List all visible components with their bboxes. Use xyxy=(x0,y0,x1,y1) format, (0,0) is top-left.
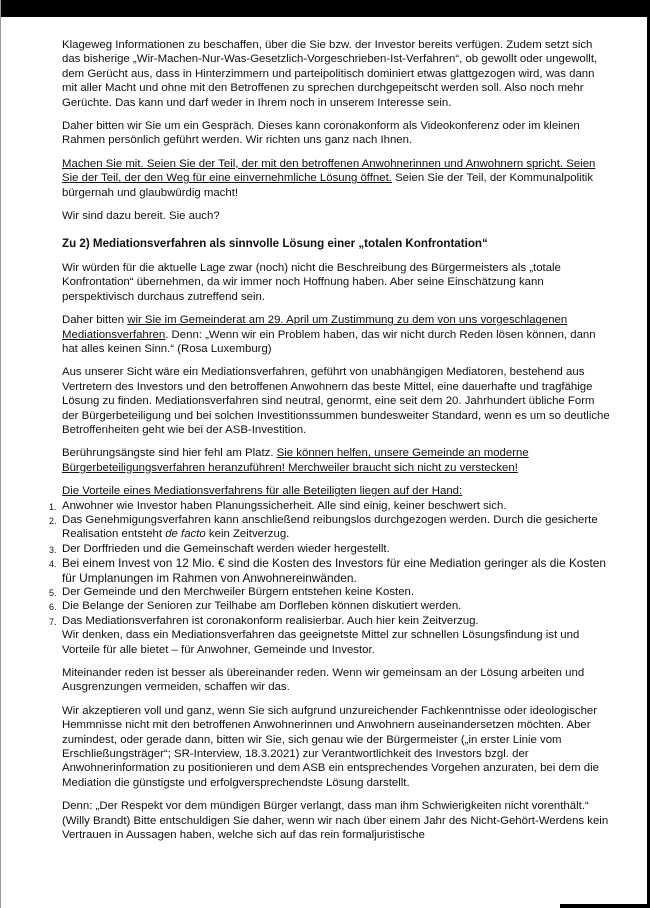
request-underlined: wir Sie im Gemeinderat am 29. April um Zustimmung zu dem von uns vorgeschlagenen Mediationsverfahren xyxy=(62,314,568,341)
advantages-block xyxy=(62,484,610,657)
request-intro: Daher bitten xyxy=(62,314,128,327)
paragraph-12: Denn: „Der Respekt vor dem mündigen Bürger verlangt, dass man ihm Schwierigkeiten nicht vorenthält.“ (Willy Brandt) Bitte entschuldigen Sie daher, wenn wir nach über einem Jahr des Nicht-Gehört-Werdens kein Vertrauen in Aussagen haben, welche sich auf das rein formaljuristische xyxy=(62,800,609,842)
list-item xyxy=(62,513,610,542)
underlined-appeal: Machen Sie mit. Seien Sie der Teil, der mit den betroffenen Anwohnerinnen und Anwohnern spricht. Seien Sie der Teil, der den Weg für eine einvernehmliche Lösung öffnet. xyxy=(62,157,596,185)
paragraph-4: Wir sind dazu bereit. Sie auch? xyxy=(62,210,220,223)
paragraph-3 xyxy=(62,157,610,200)
paragraph-9: Wir denken, dass ein Mediationsverfahren das geeignetste Mittel zur schnellen Lösungsfindung ist und Vorteile für alle bietet – für Anwohner, Gemeinde und Investor. xyxy=(62,629,580,656)
list-item: Das Mediationsverfahren ist coronakonform realisierbar. Auch hier kein Zeitverzug. xyxy=(62,614,479,627)
paragraph-7: Aus unserer Sicht wäre ein Mediationsverfahren, geführt von unabhängigen Mediatoren, bestehend aus Vertretern des Investors und den betroffenen Anwohnern das beste Mittel, eine dauerhafte und tragfähige Lösung zu finden. Mediationsverfahren sind neutral, genormt, eine seit dem 20. Jahrhundert übliche Form der Bürgerbeteiligung und bei solchen Investitionssummen bundesweiter Standard, wenn es um so deutliche Betroffenheiten geht wie bei der ASB-Investition. xyxy=(62,366,610,436)
page-left-border xyxy=(0,0,1,908)
appeal-rest: Seien Sie der Teil, der Kommunalpolitik bürgernah und glaubwürdig macht! xyxy=(62,172,594,199)
fear-sentence: Berührungsängste sind hier fehl am Platz. xyxy=(62,447,277,460)
advantages-list xyxy=(62,499,610,629)
paragraph-8 xyxy=(62,446,610,475)
luxemburg-quote: . Denn: „Wenn wir ein Problem haben, das wir nicht durch Reden lösen können, dann hat alles keinen Sinn.“ (Rosa Luxemburg) xyxy=(62,328,596,355)
list-item: Der Gemeinde und den Merchweiler Bürgern entstehen keine Kosten. xyxy=(62,586,415,598)
list-item: Der Dorffrieden und die Gemeinschaft werden wieder hergestellt. xyxy=(62,542,390,555)
list-item: Anwohner wie Investor haben Planungssicherheit. Alle sind einig, keiner beschwert sich. xyxy=(62,499,507,512)
list-item: Die Belange der Senioren zur Teilhabe am Dorfleben können diskutiert werden. xyxy=(62,600,462,613)
paragraph-1: Klageweg Informationen zu beschaffen, über die Sie bzw. der Investor bereits verfügen. Zudem setzt sich das bisherige „Wir-Machen-Nur-Was-Gesetzlich-Vorgeschrieben-Ist-Verfahren“, ob gewollt oder ungewollt, dem Gerücht aus, dass in Hinterzimmern und parteipolitisch dominiert etwas glattgezogen wird, was dann mit aller Macht und ohne mit den Betroffenen zu sprechen durchgepeitscht werden soll. Also noch mehr Gerüchte. Das kann und darf weder in Ihrem noch in unserem Interesse sein. xyxy=(62,39,598,109)
help-underlined: Sie können helfen, unsere Gemeinde an moderne Bürgerbeteiligungsverfahren heranzuführen! Merchweiler braucht sich nicht zu verstecken! xyxy=(62,447,529,474)
page-top-border xyxy=(0,0,650,17)
paragraph-2: Daher bitten wir Sie um ein Gespräch. Dieses kann coronakonform als Videokonferenz oder im kleinen Rahmen persönlich geführt werden. Wir richten uns ganz nach Ihnen. xyxy=(62,120,580,147)
paragraph-10: Miteinander reden ist besser als übereinander reden. Wenn wir gemeinsam an der Lösung arbeiten und Ausgrenzungen vermeiden, schaffen wir das. xyxy=(62,667,585,694)
page-bottom-border xyxy=(560,904,650,908)
document-page xyxy=(62,38,610,852)
advantages-intro: Die Vorteile eines Mediationsverfahrens für alle Beteiligten liegen auf der Hand: xyxy=(62,485,463,498)
paragraph-5: Wir würden für die aktuelle Lage zwar (noch) nicht die Beschreibung des Bürgermeisters als „totale Konfrontation“ übernehmen, da wir immer noch Hoffnung haben. Aber seine Einschätzung kann perspektivisch durchaus zutreffend sein. xyxy=(62,261,561,303)
list-item-emphasis: de facto xyxy=(165,528,206,541)
list-item: Bei einem Invest von 12 Mio. € sind die Kosten des Investors für eine Mediation geringer als die Kosten für Umplanungen im Rahmen von Anwohnereinwänden. xyxy=(62,556,606,585)
paragraph-6 xyxy=(62,313,610,356)
section-heading: Zu 2) Mediationsverfahren als sinnvolle Lösung einer „totalen Konfrontation“ xyxy=(62,237,488,251)
list-item-text: Das Genehmigungsverfahren kann anschließend reibungslos durchgezogen werden. Durch die gesicherte Realisation entsteht xyxy=(62,513,598,541)
paragraph-11: Wir akzeptieren voll und ganz, wenn Sie sich aufgrund unzureichender Fachkenntnisse oder ideologischer Hemmnisse nicht mit den betroffenen Anwohnerinnen und Anwohnern auseinandersetzen möchten. Aber zumindest, oder gerade dann, bitten wir Sie, sich genau wie der Bürgermeister („in erster Linie vom Erschließungsträger“; SR-Interview, 18.3.2021) zur Verantwortlichkeit des Investors bzgl. der Anwohnerinformation zu positionieren und dem ASB ein entsprechendes Vorgehen anzuraten, bei dem die Mediation die günstigste und erfolgversprechendste Lösung darstellt. xyxy=(62,704,599,789)
list-item-text: kein Zeitverzug. xyxy=(205,528,290,541)
